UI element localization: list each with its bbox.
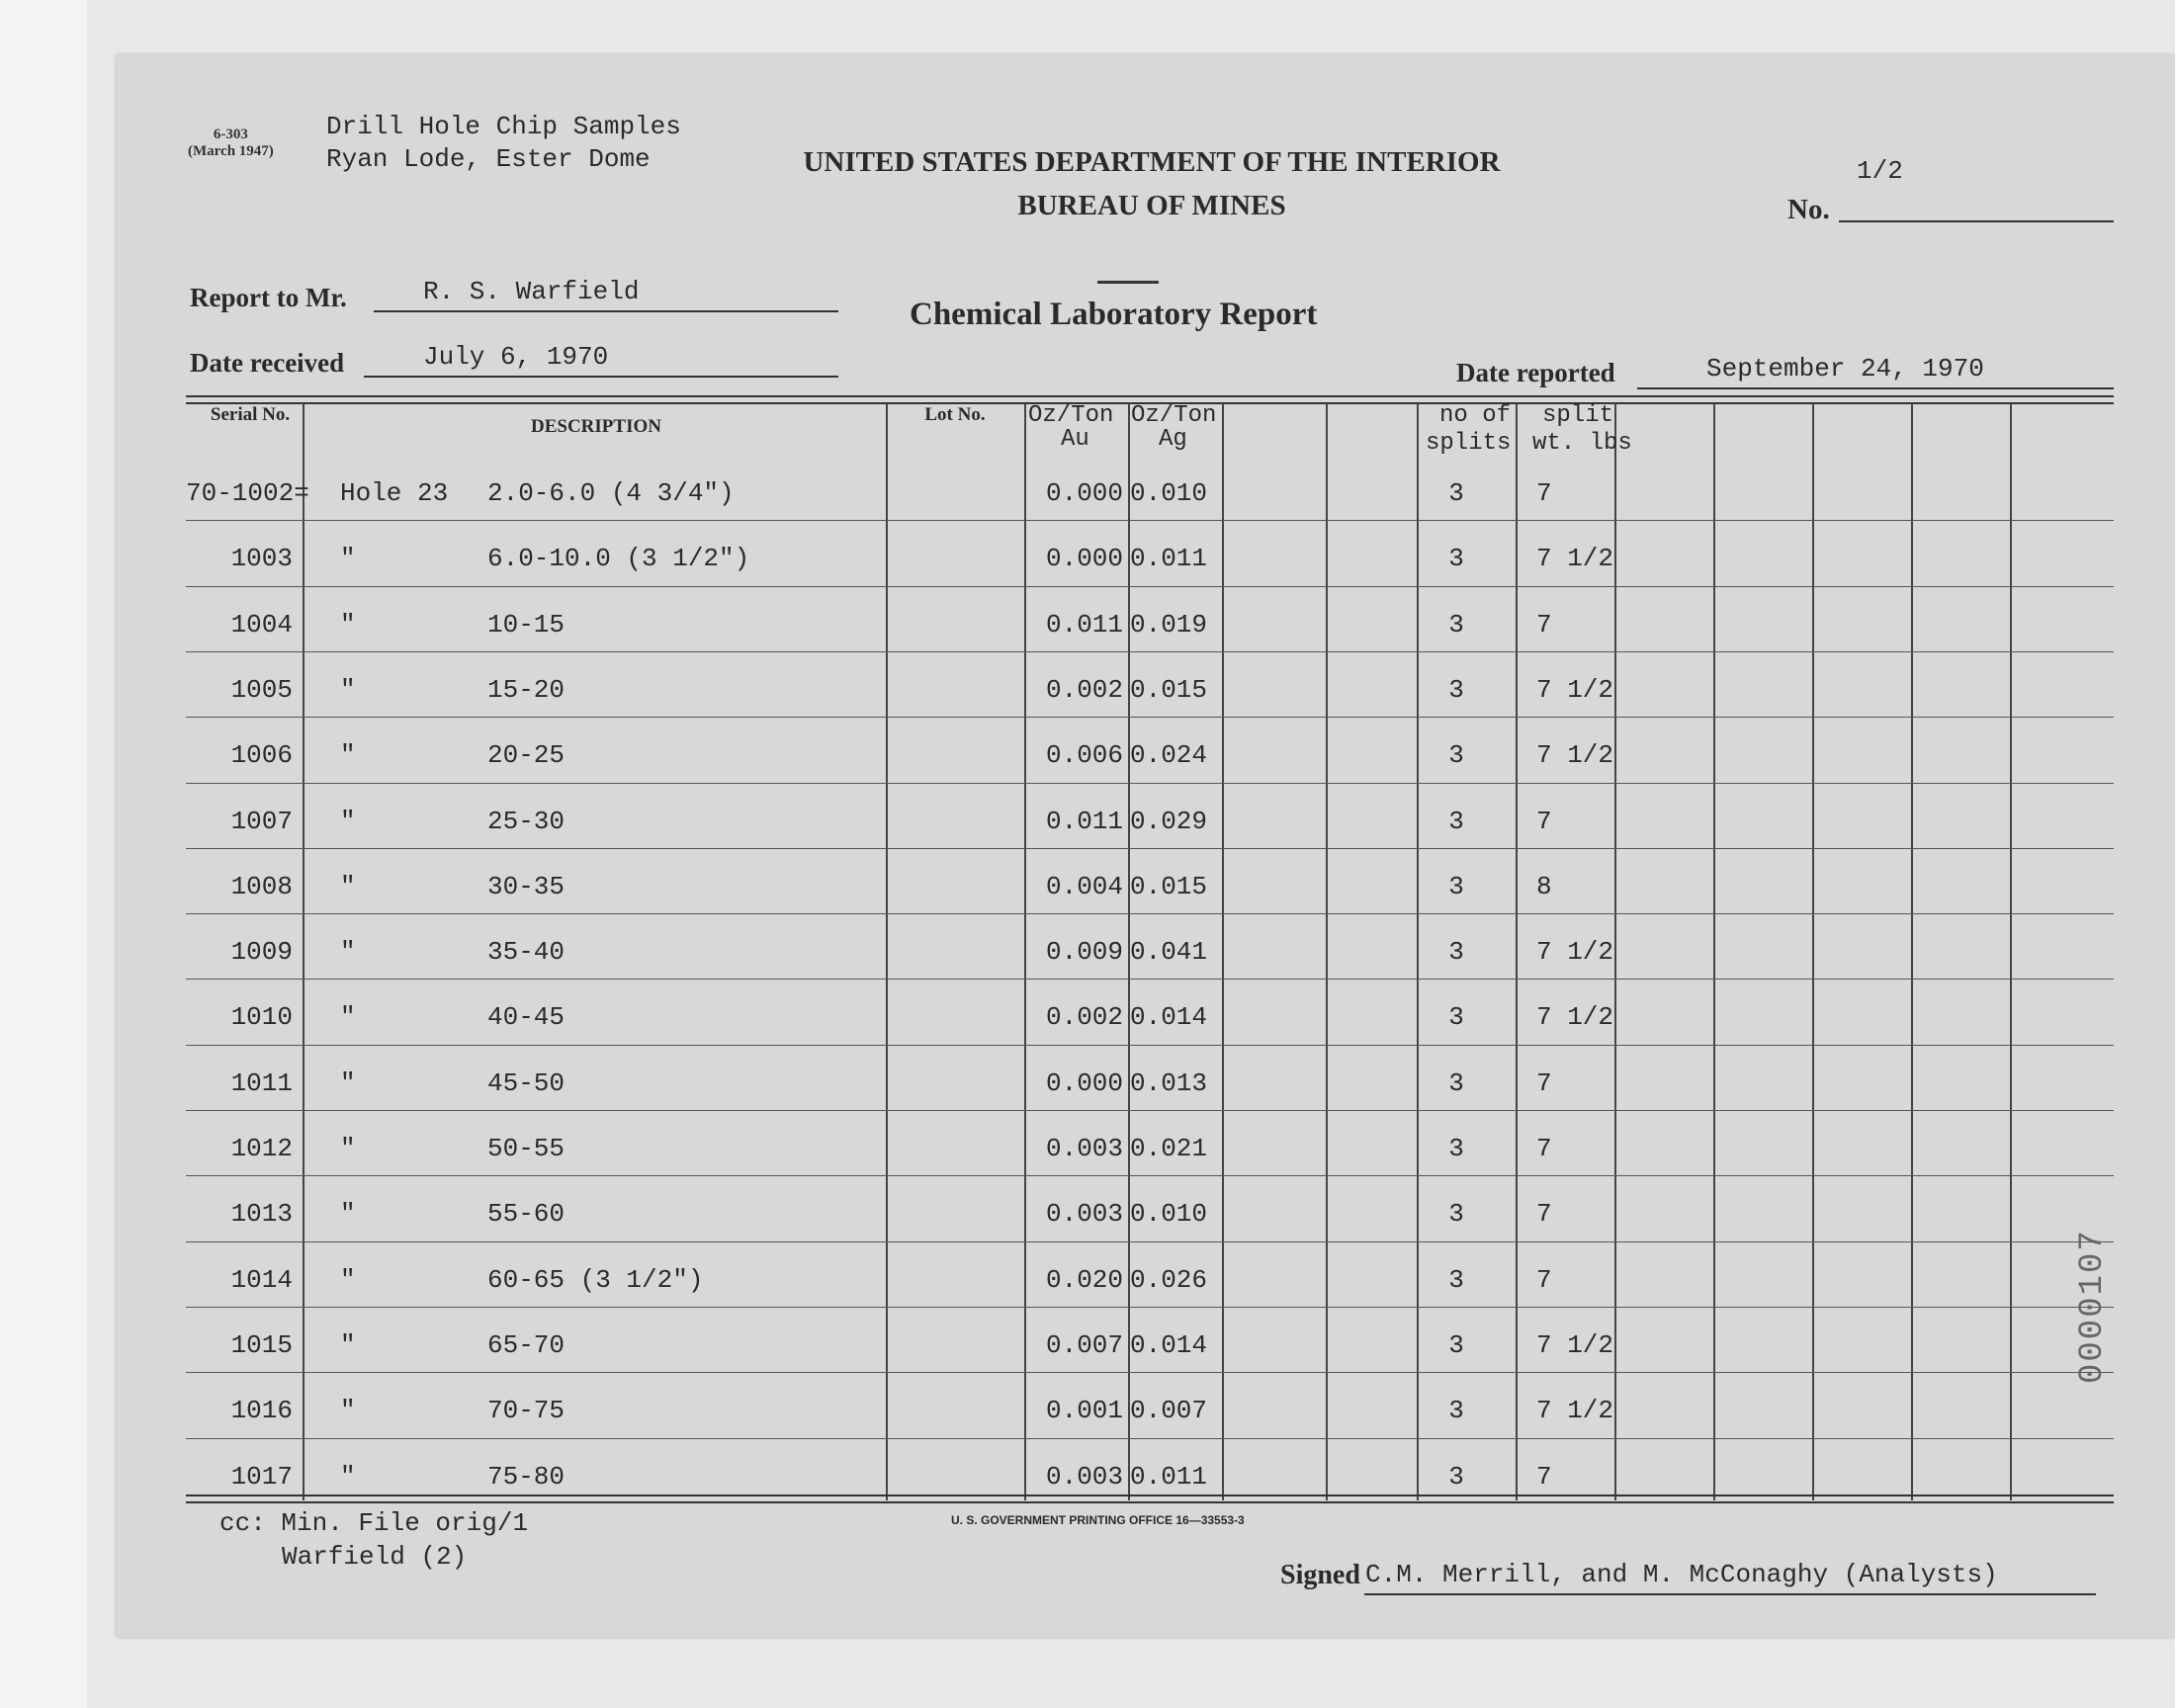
table-cell-interval: 20-25 <box>487 740 566 771</box>
table-cell-wt: 7 <box>1536 1264 1552 1295</box>
table-cell-ag: 0.029 <box>1130 806 1208 836</box>
column-divider <box>2010 403 2012 1500</box>
table-cell-au: 0.003 <box>1045 1461 1123 1492</box>
table-cell-serial: 1006 <box>230 740 293 771</box>
table-cell-interval: 6.0-10.0 (3 1/2") <box>487 544 750 574</box>
table-cell-serial: 1012 <box>230 1134 293 1163</box>
table-cell-ag: 0.041 <box>1130 937 1208 968</box>
table-cell-desc: " <box>340 609 356 640</box>
table-row-rule <box>186 586 2114 587</box>
header-ag-unit: Oz/Ton <box>1131 402 1217 429</box>
sample-note <box>326 111 681 176</box>
table-cell-desc: " <box>340 806 356 836</box>
date-reported-underline <box>1637 387 2114 389</box>
table-cell-serial: 1009 <box>230 937 293 968</box>
table-cell-au: 0.002 <box>1045 674 1123 705</box>
table-cell-splits: 3 <box>1448 1068 1464 1098</box>
table-cell-desc: " <box>340 1396 356 1426</box>
table-cell-interval: 75-80 <box>487 1461 566 1492</box>
table-cell-au: 0.004 <box>1045 871 1123 901</box>
table-cell-interval: 35-40 <box>487 937 566 968</box>
table-cell-interval: 65-70 <box>487 1329 566 1360</box>
table-cell-wt: 7 <box>1536 806 1552 836</box>
table-row-rule <box>186 783 2114 784</box>
table-cell-interval: 30-35 <box>487 871 566 901</box>
table-cell-desc: " <box>340 1068 356 1098</box>
table-cell-ag: 0.014 <box>1130 1329 1208 1360</box>
agency-bureau: BUREAU OF MINES <box>1017 190 1286 221</box>
sample-note-line1: Drill Hole Chip Samples <box>326 112 681 141</box>
table-cell-wt: 7 1/2 <box>1536 937 1614 968</box>
table-cell-au: 0.011 <box>1045 806 1123 836</box>
table-cell-desc: " <box>340 1134 356 1163</box>
cc-line1: cc: Min. File orig/1 <box>219 1508 529 1538</box>
table-row-rule <box>186 520 2114 521</box>
table-cell-wt: 7 1/2 <box>1536 1329 1614 1360</box>
header-weight-1: split <box>1542 402 1614 429</box>
table-cell-wt: 7 <box>1536 478 1552 508</box>
table-cell-splits: 3 <box>1448 478 1464 508</box>
table-cell-wt: 7 <box>1536 609 1552 640</box>
table-cell-splits: 3 <box>1448 1396 1464 1426</box>
table-cell-ag: 0.010 <box>1130 478 1208 508</box>
cc-list <box>219 1506 528 1574</box>
report-number-label: No. <box>1787 194 1830 225</box>
table-cell-interval: 2.0-6.0 (4 3/4") <box>487 478 735 508</box>
report-to-underline <box>374 310 838 312</box>
table-cell-au: 0.011 <box>1045 609 1123 640</box>
table-cell-desc: " <box>340 1002 356 1033</box>
document-stamp: 0000107 <box>2074 1229 2112 1384</box>
assay-table <box>186 395 2114 1504</box>
form-number <box>188 127 274 160</box>
sample-note-line2: Ryan Lode, Ester Dome <box>326 144 651 174</box>
table-row-rule <box>186 1175 2114 1176</box>
column-divider <box>1812 403 1814 1500</box>
table-cell-desc: " <box>340 871 356 901</box>
table-cell-interval: 55-60 <box>487 1199 566 1230</box>
form-number-line1: 6-303 <box>213 127 248 142</box>
table-cell-ag: 0.011 <box>1130 1461 1208 1492</box>
table-cell-splits: 3 <box>1448 609 1464 640</box>
table-cell-ag: 0.013 <box>1130 1068 1208 1098</box>
table-cell-serial: 1005 <box>230 674 293 705</box>
table-cell-interval: 45-50 <box>487 1068 566 1098</box>
signed-value: C.M. Merrill, and M. McConaghy (Analysts) <box>1365 1560 1998 1589</box>
table-cell-wt: 7 1/2 <box>1536 1002 1614 1033</box>
table-top-rule <box>186 395 2114 397</box>
title-divider <box>1097 281 1159 284</box>
table-cell-serial: 1014 <box>230 1264 293 1295</box>
table-cell-splits: 3 <box>1448 1461 1464 1492</box>
table-cell-wt: 7 <box>1536 1199 1552 1230</box>
table-row-rule <box>186 1372 2114 1373</box>
date-received-value: July 6, 1970 <box>423 342 609 372</box>
table-cell-au: 0.006 <box>1045 740 1123 771</box>
header-serial-no: Serial No. <box>210 404 291 425</box>
header-au: Au <box>1061 426 1089 453</box>
table-row-rule <box>186 979 2114 980</box>
column-divider <box>303 403 304 1500</box>
table-cell-serial: 1016 <box>230 1396 293 1426</box>
date-reported-label: Date reported <box>1456 358 1615 387</box>
table-cell-splits: 3 <box>1448 544 1464 574</box>
table-cell-serial: 70-1002= <box>186 478 309 508</box>
table-cell-serial: 1013 <box>230 1199 293 1230</box>
report-to-label: Report to Mr. <box>190 283 347 312</box>
table-cell-serial: 1007 <box>230 806 293 836</box>
table-cell-serial: 1011 <box>230 1068 293 1098</box>
table-cell-splits: 3 <box>1448 806 1464 836</box>
table-cell-splits: 3 <box>1448 1002 1464 1033</box>
header-ag: Ag <box>1159 426 1187 453</box>
table-cell-splits: 3 <box>1448 674 1464 705</box>
table-cell-interval: 40-45 <box>487 1002 566 1033</box>
table-cell-desc: " <box>340 674 356 705</box>
header-splits-2: splits <box>1426 430 1512 457</box>
table-cell-au: 0.000 <box>1045 1068 1123 1098</box>
report-title: Chemical Laboratory Report <box>910 297 1318 332</box>
scan-margin <box>0 0 87 1708</box>
table-cell-ag: 0.024 <box>1130 740 1208 771</box>
printing-office-imprint: U. S. GOVERNMENT PRINTING OFFICE 16—33553-3 <box>951 1513 1245 1527</box>
table-cell-wt: 7 <box>1536 1068 1552 1098</box>
signed-label: Signed <box>1280 1560 1360 1590</box>
column-divider <box>886 403 888 1500</box>
table-cell-desc: " <box>340 937 356 968</box>
table-row-rule <box>186 1438 2114 1439</box>
table-cell-ag: 0.011 <box>1130 544 1208 574</box>
table-row-rule <box>186 848 2114 849</box>
table-cell-wt: 7 1/2 <box>1536 674 1614 705</box>
column-divider <box>1911 403 1913 1500</box>
table-cell-au: 0.007 <box>1045 1329 1123 1360</box>
table-cell-wt: 7 1/2 <box>1536 740 1614 771</box>
table-cell-wt: 8 <box>1536 871 1552 901</box>
table-cell-splits: 3 <box>1448 1134 1464 1163</box>
table-row-rule <box>186 1045 2114 1046</box>
table-cell-splits: 3 <box>1448 871 1464 901</box>
table-cell-ag: 0.010 <box>1130 1199 1208 1230</box>
header-description: DESCRIPTION <box>531 416 661 437</box>
table-cell-au: 0.000 <box>1045 544 1123 574</box>
table-row-rule <box>186 1241 2114 1242</box>
agency-heading <box>771 140 1532 227</box>
table-cell-ag: 0.015 <box>1130 674 1208 705</box>
table-cell-desc: " <box>340 1329 356 1360</box>
table-cell-splits: 3 <box>1448 937 1464 968</box>
header-weight-2: wt. lbs <box>1532 430 1632 457</box>
report-number-value: 1/2 <box>1857 156 1903 186</box>
table-bottom-rule-inner <box>186 1501 2114 1503</box>
table-row-rule <box>186 651 2114 652</box>
table-cell-desc: " <box>340 1199 356 1230</box>
table-cell-ag: 0.014 <box>1130 1002 1208 1033</box>
table-cell-wt: 7 1/2 <box>1536 544 1614 574</box>
table-cell-interval: 70-75 <box>487 1396 566 1426</box>
date-received-label: Date received <box>190 348 345 378</box>
table-cell-au: 0.001 <box>1045 1396 1123 1426</box>
column-divider <box>1713 403 1715 1500</box>
report-number-underline <box>1839 220 2114 222</box>
header-lot-no: Lot No. <box>924 404 986 425</box>
table-cell-splits: 3 <box>1448 740 1464 771</box>
table-cell-ag: 0.015 <box>1130 871 1208 901</box>
header-splits-1: no of <box>1439 402 1512 429</box>
table-bottom-rule <box>186 1494 2114 1496</box>
table-cell-serial: 1010 <box>230 1002 293 1033</box>
table-cell-wt: 7 <box>1536 1461 1552 1492</box>
table-cell-serial: 1004 <box>230 609 293 640</box>
table-cell-serial: 1015 <box>230 1329 293 1360</box>
table-cell-serial: 1017 <box>230 1461 293 1492</box>
table-cell-desc: " <box>340 544 356 574</box>
table-cell-interval: 10-15 <box>487 609 566 640</box>
column-divider <box>1326 403 1328 1500</box>
header-au-unit: Oz/Ton <box>1028 402 1114 429</box>
signed-underline <box>1364 1593 2096 1595</box>
table-cell-interval: 25-30 <box>487 806 566 836</box>
table-row-rule <box>186 1110 2114 1111</box>
table-cell-au: 0.020 <box>1045 1264 1123 1295</box>
column-divider <box>1516 403 1518 1500</box>
table-cell-au: 0.000 <box>1045 478 1123 508</box>
report-to-value: R. S. Warfield <box>423 277 640 306</box>
table-cell-interval: 15-20 <box>487 674 566 705</box>
table-row-rule <box>186 717 2114 718</box>
table-cell-ag: 0.007 <box>1130 1396 1208 1426</box>
table-cell-au: 0.003 <box>1045 1199 1123 1230</box>
column-divider <box>1222 403 1224 1500</box>
table-cell-splits: 3 <box>1448 1329 1464 1360</box>
agency-department: UNITED STATES DEPARTMENT OF THE INTERIOR <box>803 146 1501 178</box>
table-cell-ag: 0.026 <box>1130 1264 1208 1295</box>
table-cell-desc: " <box>340 1264 356 1295</box>
date-received-underline <box>364 376 838 378</box>
form-number-line2: (March 1947) <box>188 143 274 159</box>
table-cell-splits: 3 <box>1448 1264 1464 1295</box>
table-cell-ag: 0.021 <box>1130 1134 1208 1163</box>
table-cell-desc: " <box>340 740 356 771</box>
table-cell-au: 0.003 <box>1045 1134 1123 1163</box>
table-row-rule <box>186 1307 2114 1308</box>
table-cell-ag: 0.019 <box>1130 609 1208 640</box>
table-cell-wt: 7 1/2 <box>1536 1396 1614 1426</box>
table-cell-au: 0.009 <box>1045 937 1123 968</box>
date-reported-value: September 24, 1970 <box>1706 354 1984 384</box>
cc-line2: Warfield (2) <box>282 1542 468 1572</box>
table-cell-splits: 3 <box>1448 1199 1464 1230</box>
table-cell-au: 0.002 <box>1045 1002 1123 1033</box>
table-row-rule <box>186 913 2114 914</box>
table-cell-interval: 60-65 (3 1/2") <box>487 1264 704 1295</box>
table-cell-desc: Hole 23 <box>340 478 449 508</box>
table-cell-wt: 7 <box>1536 1134 1552 1163</box>
table-cell-serial: 1008 <box>230 871 293 901</box>
table-cell-desc: " <box>340 1461 356 1492</box>
table-cell-interval: 50-55 <box>487 1134 566 1163</box>
table-cell-serial: 1003 <box>230 544 293 574</box>
